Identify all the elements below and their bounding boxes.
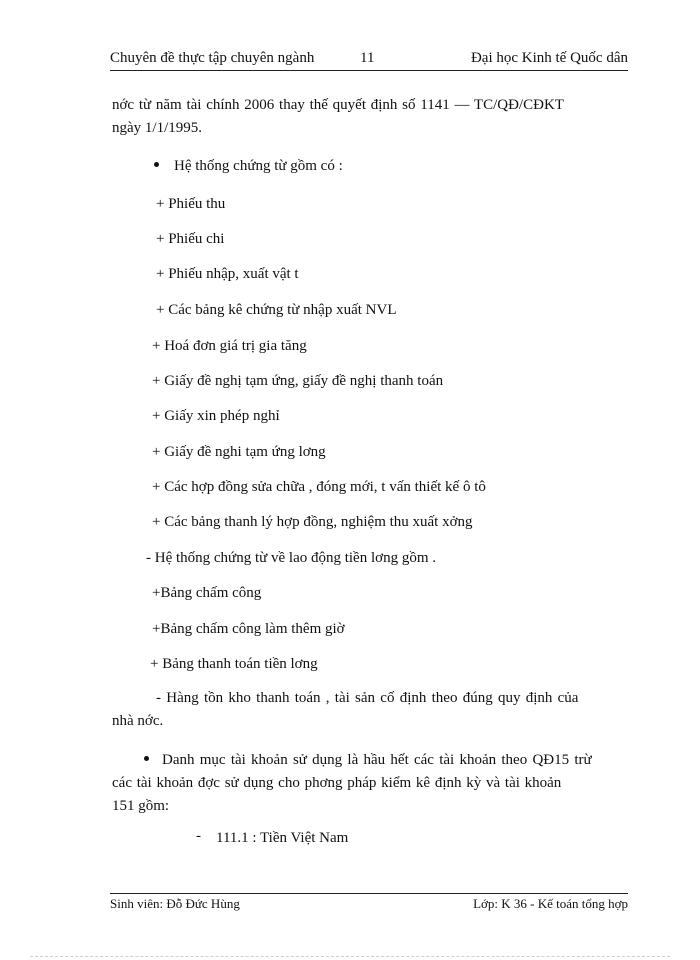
labor-item: +Bảng chấm công <box>152 585 262 601</box>
voucher-item: + Các hợp đồng sửa chữa , đóng mới, t vấn thiết kế ô tô <box>152 479 486 495</box>
header-page-number: 11 <box>360 50 375 66</box>
labor-heading: - Hệ thống chứng từ về lao động tiền lơng gồm . <box>146 550 436 566</box>
accounts-line-3: 151 gồm: <box>112 798 170 814</box>
header-university: Đại học Kinh tế Quốc dân <box>470 50 628 66</box>
voucher-item: + Phiếu chi <box>156 231 225 247</box>
voucher-item: + Các bảng kê chứng từ nhập xuất NVL <box>156 302 397 318</box>
accounts-line-2: các tài khoản đợc sử dụng cho phơng pháp kiểm kê định kỳ và tài khoản <box>112 775 562 791</box>
bullet-icon <box>154 162 159 167</box>
header-course-title: Chuyên đề thực tập chuyên ngành <box>110 50 315 66</box>
voucher-item: + Giấy xin phép nghỉ <box>152 408 280 424</box>
voucher-item: + Các bảng thanh lý hợp đồng, nghiệm thu xuất xởng <box>152 514 473 530</box>
accounts-line-1: Danh mục tài khoản sử dụng là hầu hết các tài khoản theo QĐ15 trừ <box>162 752 592 768</box>
voucher-item: + Phiếu thu <box>156 196 226 212</box>
header-rule <box>110 70 628 71</box>
intro-line-1: nớc từ năm tài chính 2006 thay thế quyết định số 1141 — TC/QĐ/CĐKT <box>112 97 564 113</box>
inventory-line-1: - Hàng tồn kho thanh toán , tài sản cố định theo đúng quy định của <box>156 690 579 706</box>
dash-icon: - <box>196 828 201 844</box>
voucher-item: + Giấy đề nghi tạm ứng lơng <box>152 444 326 460</box>
labor-item: + Bảng thanh toán tiền lơng <box>150 656 318 672</box>
intro-line-2: ngày 1/1/1995. <box>112 120 202 136</box>
page-header <box>110 48 628 70</box>
voucher-heading: Hệ thống chứng từ gồm có : <box>174 158 343 174</box>
page-edge-divider <box>30 956 670 957</box>
inventory-line-2: nhà nớc. <box>112 713 164 729</box>
account-item: 111.1 : Tiền Việt Nam <box>216 830 349 846</box>
labor-item: +Bảng chấm công làm thêm giờ <box>152 621 345 637</box>
voucher-item: + Hoá đơn giá trị gia tăng <box>152 338 307 354</box>
footer-class: Lớp: K 36 - Kế toán tổng hợp <box>473 896 628 911</box>
voucher-item: + Giấy đề nghị tạm ứng, giấy đề nghị thanh toán <box>152 373 444 389</box>
voucher-item: + Phiếu nhập, xuất vật t <box>156 266 299 282</box>
footer-student: Sinh viên: Đỗ Đức Hùng <box>110 896 240 911</box>
footer-rule <box>110 893 628 894</box>
bullet-icon <box>144 756 149 761</box>
